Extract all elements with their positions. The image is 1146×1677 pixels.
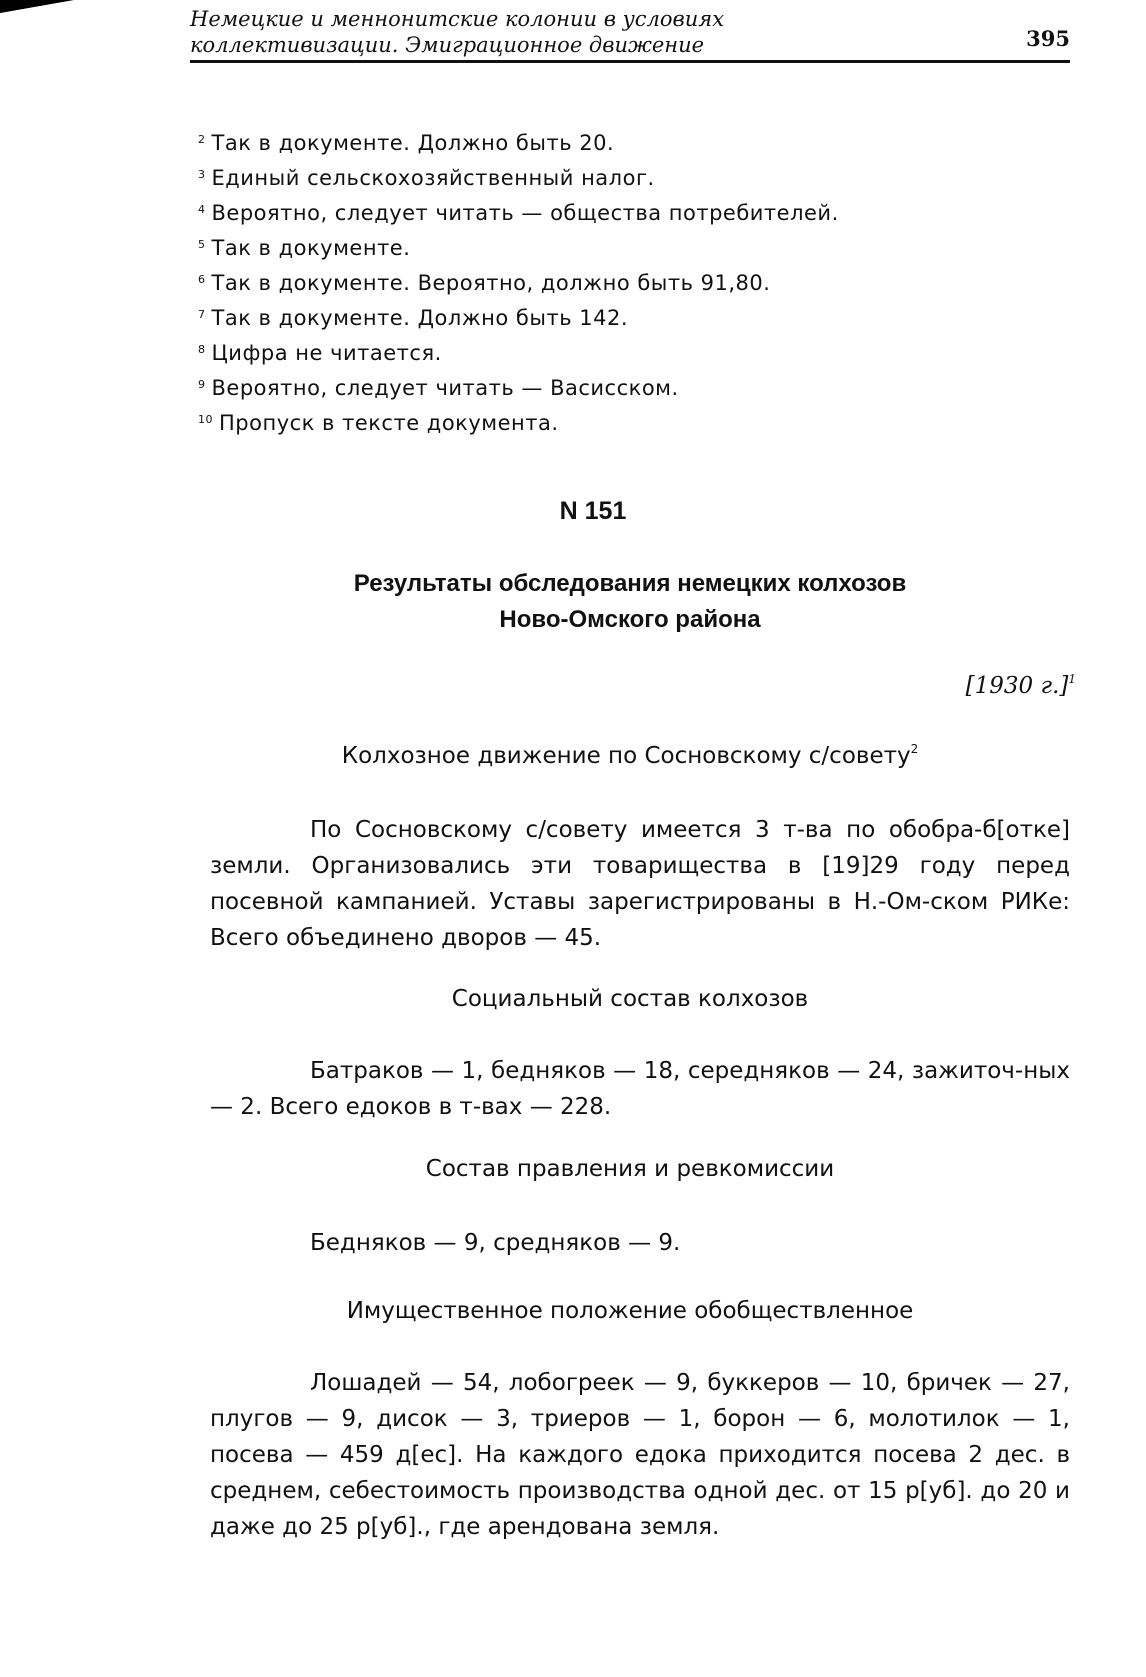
section-heading-text: Социальный состав колхозов [451, 986, 809, 1012]
section-heading [190, 1298, 1070, 1324]
footnote-text: Так в документе. Должно быть 20. [211, 131, 615, 155]
title-line-1: Результаты обследования немецких колхозов [353, 570, 907, 597]
header-line-2: коллективизации. Эмиграционное движение [190, 33, 705, 57]
footnote [198, 332, 1058, 367]
page-number: 395 [1026, 26, 1070, 51]
section-heading [190, 1156, 1070, 1182]
footnote-number: 9 [198, 378, 206, 391]
footnote [198, 402, 1058, 437]
footnote-number: 2 [198, 133, 206, 146]
footnote [198, 227, 1058, 262]
document-date [966, 672, 1076, 699]
footnote-text: Вероятно, следует читать — Васисском. [211, 376, 679, 400]
footnote-text: Так в документе. Вероятно, должно быть 91,80. [211, 271, 771, 295]
footnote-number: 4 [198, 203, 206, 216]
footnote-number: 7 [198, 308, 206, 321]
section-heading-text: Состав правления и ревкомиссии [425, 1156, 835, 1182]
date-footnote-ref: 1 [1068, 672, 1076, 686]
footnote-text: Единый сельскохозяйственный налог. [211, 166, 655, 190]
section-footnote-ref: 2 [910, 742, 919, 756]
section-heading [190, 986, 1070, 1012]
title-line-2: Ново-Омского района [499, 606, 761, 633]
footnote [198, 367, 1058, 402]
header-line-1: Немецкие и меннонитские колонии в условиях [190, 7, 725, 31]
footnotes-list [198, 122, 1058, 437]
footnote-number: 10 [198, 413, 213, 426]
footnote-text: Так в документе. [211, 236, 411, 260]
footnote [198, 297, 1058, 332]
footnote-number: 8 [198, 343, 206, 356]
scan-shadow [0, 0, 95, 20]
footnote-text: Вероятно, следует читать — общества потребителей. [211, 201, 839, 225]
document-title [230, 566, 1030, 638]
footnote-text: Пропуск в тексте документа. [219, 411, 559, 435]
footnote-number: 5 [198, 238, 206, 251]
footnote-number: 3 [198, 168, 206, 181]
section-paragraph: По Сосновскому с/совету имеется 3 т-ва по обобра-б[отке] земли. Организовались эти товарищества в [19]29 году перед посевной кампанией. Уставы зарегистрированы в Н.-Ом-ском РИКе: Всего объединено дворов — 45. [210, 817, 1070, 951]
section-paragraph: Лошадей — 54, лобогреек — 9, буккеров — 10, бричек — 27, плугов — 9, дисок — 3, триеров — 1, борон — 6, молотилок — 1, посева — 459 д[ес]. На каждого едока приходится посева 2 дес. в среднем, себестоимость производства одной дес. от 15 р[уб]. до 20 и даже до 25 р[уб]., где арендована земля. [210, 1370, 1070, 1540]
document-number: N 151 [559, 497, 627, 525]
section-heading-text: Колхозное движение по Сосновскому с/совету [341, 743, 911, 769]
running-header [190, 6, 1070, 58]
footnote-text: Так в документе. Должно быть 142. [211, 306, 629, 330]
section-heading-text: Имущественное положение обобществленное [346, 1298, 914, 1324]
footnote-number: 6 [198, 273, 206, 286]
section-paragraph: Батраков — 1, бедняков — 18, середняков — 24, зажиточ-ных — 2. Всего едоков в т-вах — 228. [210, 1058, 1070, 1120]
footnote [198, 122, 1058, 157]
date-text: [1930 г.] [965, 673, 1069, 699]
footnote [198, 262, 1058, 297]
header-rule [190, 60, 1070, 63]
footnote [198, 192, 1058, 227]
section-paragraph: Бедняков — 9, средняков — 9. [310, 1230, 681, 1256]
footnote [198, 157, 1058, 192]
footnote-text: Цифра не читается. [211, 341, 442, 365]
section-heading [190, 742, 1070, 769]
